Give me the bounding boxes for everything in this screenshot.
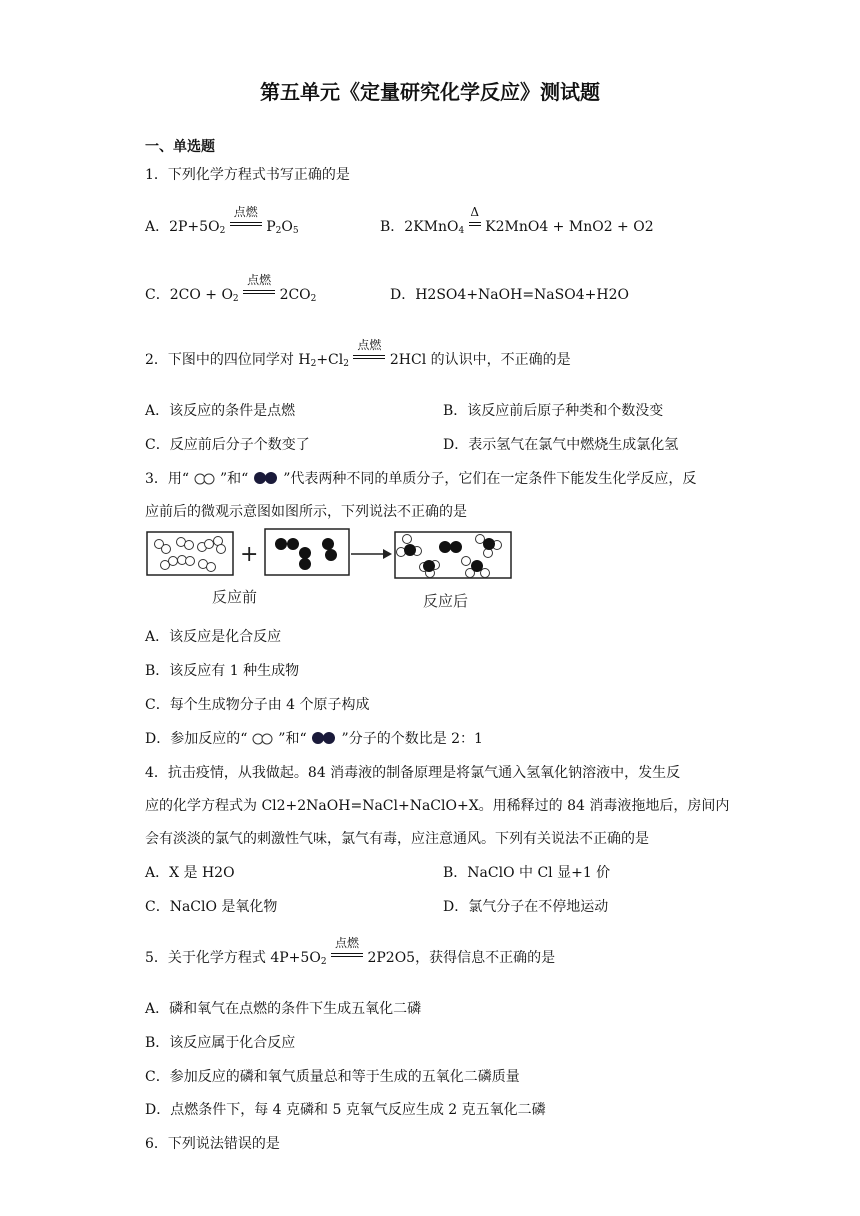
heat-mark: Δ xyxy=(469,217,481,231)
q4-option-c: C．NaClO 是氧化物 xyxy=(145,899,278,915)
section-heading: 一、单选题 xyxy=(145,139,215,155)
q3-option-c: C．每个生成物分子由 4 个原子构成 xyxy=(145,697,370,713)
white-molecule-icon xyxy=(194,473,216,485)
q1-option-c: C．$2CO + O_2$ 点燃 $2CO_2$ xyxy=(145,273,317,304)
q4-option-a: A．X 是 H2O xyxy=(145,865,235,881)
q2-option-a: A．该反应的条件是点燃 xyxy=(145,403,296,419)
q3-stem-line1: 3．用“ ”和“ ”代表两种不同的单质分子，它们在一定条件下能发生化学反应，反 xyxy=(145,471,697,487)
q1-option-d: D．H2SO4+NaOH=NaSO4+H2O xyxy=(390,287,629,303)
condition-mark: 点燃 xyxy=(230,217,262,231)
q5-option-a: A．磷和氧气在点燃的条件下生成五氧化二磷 xyxy=(145,1001,422,1017)
q4-stem-line3: 会有淡淡的氯气的刺激性气味，氯气有毒，应注意通风。下列有关说法不正确的是 xyxy=(145,831,649,847)
q1-stem: 1．下列化学方程式书写正确的是 xyxy=(145,167,350,183)
q5-option-b: B．该反应属于化合反应 xyxy=(145,1035,296,1051)
q1-option-b: B．2KMnO$_4$ Δ K2MnO4 + MnO2 + O2 xyxy=(380,205,654,236)
q5-option-c: C．参加反应的磷和氧气质量总和等于生成的五氧化二磷质量 xyxy=(145,1069,520,1085)
q4-option-d: D．氯气分子在不停地运动 xyxy=(443,899,609,915)
q2-option-d: D．表示氢气在氯气中燃烧生成氯化氢 xyxy=(443,437,679,453)
q4-stem-line2: 应的化学方程式为 Cl2+2NaOH=NaCl+NaClO+X。用稀释过的 84 消毒液拖地后，房间内 xyxy=(145,798,730,814)
q3-option-b: B．该反应有 1 种生成物 xyxy=(145,663,300,679)
q3-option-d: D．参加反应的“ ”和“ ”分子的个数比是 2：1 xyxy=(145,731,483,747)
white-molecule-icon xyxy=(252,733,274,745)
q5-option-d: D．点燃条件下，每 4 克磷和 5 克氧气反应生成 2 克五氧化二磷 xyxy=(145,1102,546,1118)
q3-stem-line2: 应前后的微观示意图如图所示，下列说法不正确的是 xyxy=(145,504,467,520)
condition-mark: 点燃 xyxy=(353,350,385,364)
label-after: 反应后 xyxy=(423,592,469,610)
black-molecule-icon xyxy=(311,731,337,745)
q2-option-c: C．反应前后分子个数变了 xyxy=(145,437,310,453)
svg-text:+: + xyxy=(240,542,259,567)
q4-stem-line1: 4．抗击疫情，从我做起。84 消毒液的制备原理是将氯气通入氢氧化钠溶液中，发生反 xyxy=(145,765,681,781)
q4-option-b: B．NaClO 中 Cl 显+1 价 xyxy=(443,865,611,881)
q6-stem: 6．下列说法错误的是 xyxy=(145,1136,280,1152)
label-before: 反应前 xyxy=(212,588,258,606)
q2-option-b: B．该反应前后原子种类和个数没变 xyxy=(443,403,664,419)
condition-mark: 点燃 xyxy=(243,285,275,299)
q3-option-a: A．该反应是化合反应 xyxy=(145,629,282,645)
q2-stem: 2．下图中的四位同学对 $H_2+Cl_2$ 点燃 2HCl 的认识中，不正确的是 xyxy=(145,338,571,369)
q1-option-a: A．$2P+5O_2$ 点燃 $P_2O_5$ xyxy=(145,205,299,236)
condition-mark: 点燃 xyxy=(331,948,363,962)
black-molecule-icon xyxy=(253,471,279,485)
q3-reaction-diagram xyxy=(145,527,517,615)
page-title: 第五单元《定量研究化学反应》测试题 xyxy=(260,80,600,104)
q5-stem: 5．关于化学方程式 $4P+5O_2$ 点燃 2P2O5，获得信息不正确的是 xyxy=(145,936,556,967)
